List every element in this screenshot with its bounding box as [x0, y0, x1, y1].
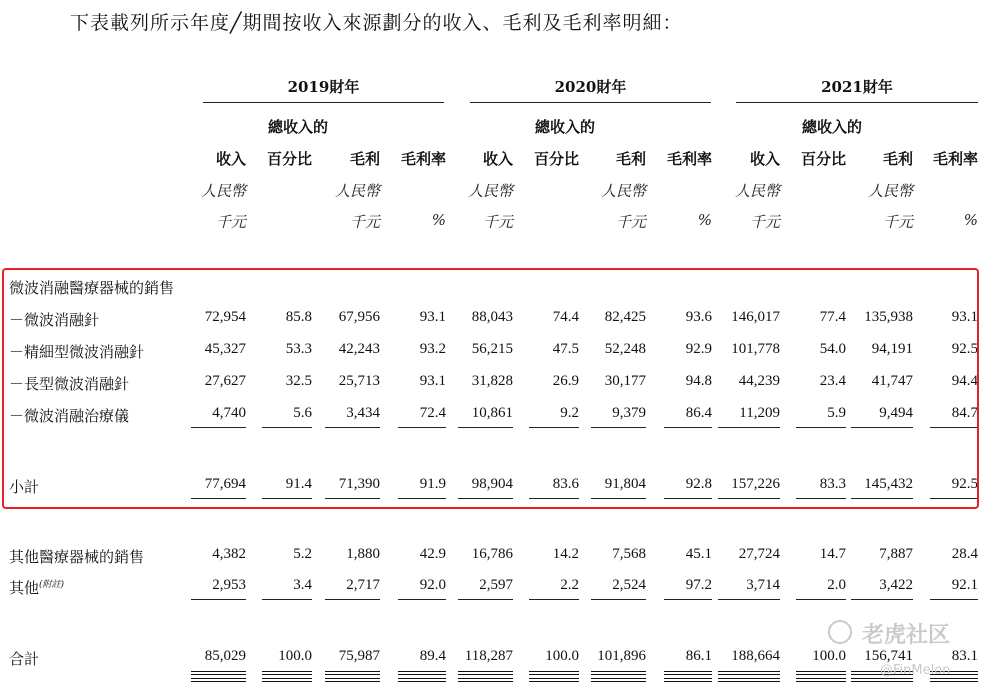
- table-cell: 27,627: [204, 373, 246, 389]
- table-cell: 94.4: [951, 373, 978, 389]
- table-cell: 84.7: [951, 405, 978, 421]
- cell-underline: [191, 599, 246, 600]
- table-cell: 2,597: [479, 577, 513, 593]
- col-header-gp-margin: 毛利率: [666, 150, 712, 168]
- cell-double-underline: [325, 678, 380, 682]
- cell-double-underline: [851, 678, 913, 682]
- unit-currency: 人民幣: [200, 182, 246, 200]
- table-cell: 157,226: [731, 476, 780, 492]
- col-header-pct-top: 總收入的: [267, 118, 328, 136]
- table-cell: 98,904: [471, 476, 513, 492]
- cell-double-underline: [325, 671, 380, 675]
- col-header-revenue: 收入: [215, 150, 246, 168]
- cell-double-underline: [930, 678, 978, 682]
- table-cell: 94,191: [871, 341, 913, 357]
- cell-double-underline: [718, 671, 780, 675]
- table-cell: 4,740: [212, 405, 246, 421]
- cell-underline: [458, 599, 513, 600]
- year-header: 2020財年: [554, 78, 627, 96]
- table-cell: 10,861: [471, 405, 513, 421]
- row-label-note: (附註): [39, 580, 65, 590]
- table-cell: 93.1: [419, 309, 446, 325]
- table-cell: 44,239: [738, 373, 780, 389]
- table-cell: 145,432: [864, 476, 913, 492]
- table-cell: 56,215: [471, 341, 513, 357]
- table-cell: 54.0: [819, 341, 846, 357]
- row-label-text: －長型微波消融針: [9, 375, 130, 393]
- row-label-text: －微波消融治療儀: [9, 407, 130, 425]
- year-underline: [470, 102, 711, 103]
- cell-double-underline: [796, 678, 846, 682]
- table-cell: 26.9: [552, 373, 579, 389]
- table-cell: 100.0: [812, 648, 846, 664]
- unit-thousand: 千元: [882, 213, 913, 231]
- col-header-pct-top: 總收入的: [801, 118, 862, 136]
- table-cell: 75,987: [338, 648, 380, 664]
- row-label-text: 合計: [9, 650, 40, 668]
- table-cell: 9,379: [612, 405, 646, 421]
- table-cell: 93.1: [419, 373, 446, 389]
- table-cell: 31,828: [471, 373, 513, 389]
- table-cell: 3.4: [293, 577, 312, 593]
- row-label: [9, 577, 64, 598]
- cell-double-underline: [718, 678, 780, 682]
- table-cell: 42.9: [419, 546, 446, 562]
- row-label: [9, 546, 144, 567]
- table-cell: 74.4: [552, 309, 579, 325]
- table-cell: 92.1: [951, 577, 978, 593]
- highlight-box: [2, 268, 979, 509]
- cell-double-underline: [796, 671, 846, 675]
- col-header-pct: 百分比: [266, 150, 312, 168]
- tiger-logo-icon: [828, 620, 852, 644]
- table-cell: 91.4: [285, 476, 312, 492]
- col-header-gross-profit: 毛利: [615, 150, 646, 168]
- unit-thousand: 千元: [215, 213, 246, 231]
- table-cell: 156,741: [864, 648, 913, 664]
- table-cell: 77.4: [819, 309, 846, 325]
- unit-currency: 人民幣: [600, 182, 646, 200]
- cell-underline: [529, 599, 579, 600]
- table-cell: 3,714: [746, 577, 780, 593]
- table-cell: 101,896: [597, 648, 646, 664]
- row-label-text: 小計: [9, 478, 40, 496]
- table-cell: 2.2: [560, 577, 579, 593]
- cell-double-underline: [591, 678, 646, 682]
- table-cell: 77,694: [204, 476, 246, 492]
- unit-currency: 人民幣: [467, 182, 513, 200]
- col-header-gp-margin: 毛利率: [932, 150, 978, 168]
- table-cell: 86.1: [685, 648, 712, 664]
- cell-underline: [591, 599, 646, 600]
- table-cell: 92.5: [951, 341, 978, 357]
- table-cell: 52,248: [604, 341, 646, 357]
- unit-percent: %: [697, 211, 712, 229]
- row-label-text: －精細型微波消融針: [9, 343, 145, 361]
- table-cell: 83.1: [951, 648, 978, 664]
- table-cell: 100.0: [545, 648, 579, 664]
- table-cell: 92.0: [419, 577, 446, 593]
- table-cell: 53.3: [285, 341, 312, 357]
- table-cell: 85.8: [285, 309, 312, 325]
- table-cell: 25,713: [338, 373, 380, 389]
- cell-underline: [718, 599, 780, 600]
- table-cell: 2,524: [612, 577, 646, 593]
- table-cell: 5.2: [293, 546, 312, 562]
- col-header-pct-top: 總收入的: [534, 118, 595, 136]
- cell-double-underline: [398, 678, 446, 682]
- table-cell: 188,664: [731, 648, 780, 664]
- table-cell: 2,953: [212, 577, 246, 593]
- unit-thousand: 千元: [482, 213, 513, 231]
- table-cell: 92.9: [685, 341, 712, 357]
- table-cell: 83.6: [552, 476, 579, 492]
- unit-percent: %: [963, 211, 978, 229]
- col-header-revenue: 收入: [482, 150, 513, 168]
- table-cell: 72,954: [204, 309, 246, 325]
- table-cell: 67,956: [338, 309, 380, 325]
- unit-currency: 人民幣: [867, 182, 913, 200]
- cell-double-underline: [529, 671, 579, 675]
- table-cell: 5.6: [293, 405, 312, 421]
- unit-currency: 人民幣: [734, 182, 780, 200]
- table-cell: 2,717: [346, 577, 380, 593]
- table-cell: 91,804: [604, 476, 646, 492]
- cell-double-underline: [664, 678, 712, 682]
- table-cell: 146,017: [731, 309, 780, 325]
- col-header-pct: 百分比: [533, 150, 579, 168]
- cell-underline: [325, 599, 380, 600]
- watermark-handle: @FinMelon: [880, 663, 951, 678]
- cell-double-underline: [529, 678, 579, 682]
- year-underline: [736, 102, 978, 103]
- cell-underline: [851, 599, 913, 600]
- table-cell: 32.5: [285, 373, 312, 389]
- table-cell: 89.4: [419, 648, 446, 664]
- table-cell: 85,029: [204, 648, 246, 664]
- table-cell: 28.4: [951, 546, 978, 562]
- table-cell: 27,724: [738, 546, 780, 562]
- table-cell: 88,043: [471, 309, 513, 325]
- table-cell: 30,177: [604, 373, 646, 389]
- table-cell: 101,778: [731, 341, 780, 357]
- cell-underline: [398, 599, 446, 600]
- row-label-text: －微波消融針: [9, 311, 100, 329]
- cell-double-underline: [458, 678, 513, 682]
- table-cell: 14.2: [552, 546, 579, 562]
- table-cell: 3,422: [879, 577, 913, 593]
- unit-thousand: 千元: [349, 213, 380, 231]
- table-cell: 92.8: [685, 476, 712, 492]
- table-cell: 72.4: [419, 405, 446, 421]
- table-cell: 5.9: [827, 405, 846, 421]
- table-cell: 71,390: [338, 476, 380, 492]
- table-cell: 92.5: [951, 476, 978, 492]
- table-cell: 41,747: [871, 373, 913, 389]
- table-cell: 93.1: [951, 309, 978, 325]
- table-cell: 82,425: [604, 309, 646, 325]
- table-cell: 1,880: [346, 546, 380, 562]
- table-cell: 91.9: [419, 476, 446, 492]
- table-cell: 93.2: [419, 341, 446, 357]
- table-cell: 11,209: [739, 405, 780, 421]
- unit-percent: %: [431, 211, 446, 229]
- cell-double-underline: [191, 678, 246, 682]
- col-header-gross-profit: 毛利: [882, 150, 913, 168]
- table-cell: 16,786: [471, 546, 513, 562]
- col-header-revenue: 收入: [749, 150, 780, 168]
- cell-underline: [262, 599, 312, 600]
- col-header-pct: 百分比: [800, 150, 846, 168]
- year-underline: [203, 102, 444, 103]
- cell-underline: [796, 599, 846, 600]
- table-cell: 86.4: [685, 405, 712, 421]
- intro-text: 下表載列所示年度╱期間按收入來源劃分的收入、毛利及毛利率明細：: [70, 12, 683, 34]
- table-cell: 100.0: [278, 648, 312, 664]
- cell-double-underline: [191, 671, 246, 675]
- table-cell: 47.5: [552, 341, 579, 357]
- row-label-text: 其他: [9, 579, 40, 597]
- table-cell: 2.0: [827, 577, 846, 593]
- unit-thousand: 千元: [615, 213, 646, 231]
- table-cell: 9.2: [560, 405, 579, 421]
- cell-double-underline: [664, 671, 712, 675]
- table-cell: 97.2: [685, 577, 712, 593]
- table-cell: 135,938: [864, 309, 913, 325]
- cell-double-underline: [398, 671, 446, 675]
- table-cell: 23.4: [819, 373, 846, 389]
- col-header-gp-margin: 毛利率: [400, 150, 446, 168]
- table-cell: 118,287: [464, 648, 513, 664]
- row-label: [9, 648, 39, 669]
- table-cell: 42,243: [338, 341, 380, 357]
- table-cell: 7,568: [612, 546, 646, 562]
- row-label-text: 其他醫療器械的銷售: [9, 548, 145, 566]
- cell-double-underline: [262, 678, 312, 682]
- row-label-text: 微波消融醫療器械的銷售: [9, 279, 175, 297]
- cell-double-underline: [458, 671, 513, 675]
- table-cell: 93.6: [685, 309, 712, 325]
- table-cell: 45.1: [685, 546, 712, 562]
- unit-currency: 人民幣: [334, 182, 380, 200]
- table-cell: 7,887: [879, 546, 913, 562]
- table-cell: 83.3: [819, 476, 846, 492]
- cell-underline: [930, 599, 978, 600]
- table-cell: 94.8: [685, 373, 712, 389]
- cell-underline: [664, 599, 712, 600]
- table-cell: 45,327: [204, 341, 246, 357]
- col-header-gross-profit: 毛利: [349, 150, 380, 168]
- year-header: 2019財年: [287, 78, 360, 96]
- table-cell: 3,434: [346, 405, 380, 421]
- cell-double-underline: [591, 671, 646, 675]
- table-cell: 4,382: [212, 546, 246, 562]
- year-header: 2021財年: [821, 78, 893, 96]
- table-cell: 9,494: [879, 405, 913, 421]
- unit-thousand: 千元: [749, 213, 780, 231]
- cell-double-underline: [262, 671, 312, 675]
- table-cell: 14.7: [819, 546, 846, 562]
- watermark-brand: 老虎社区: [862, 623, 951, 648]
